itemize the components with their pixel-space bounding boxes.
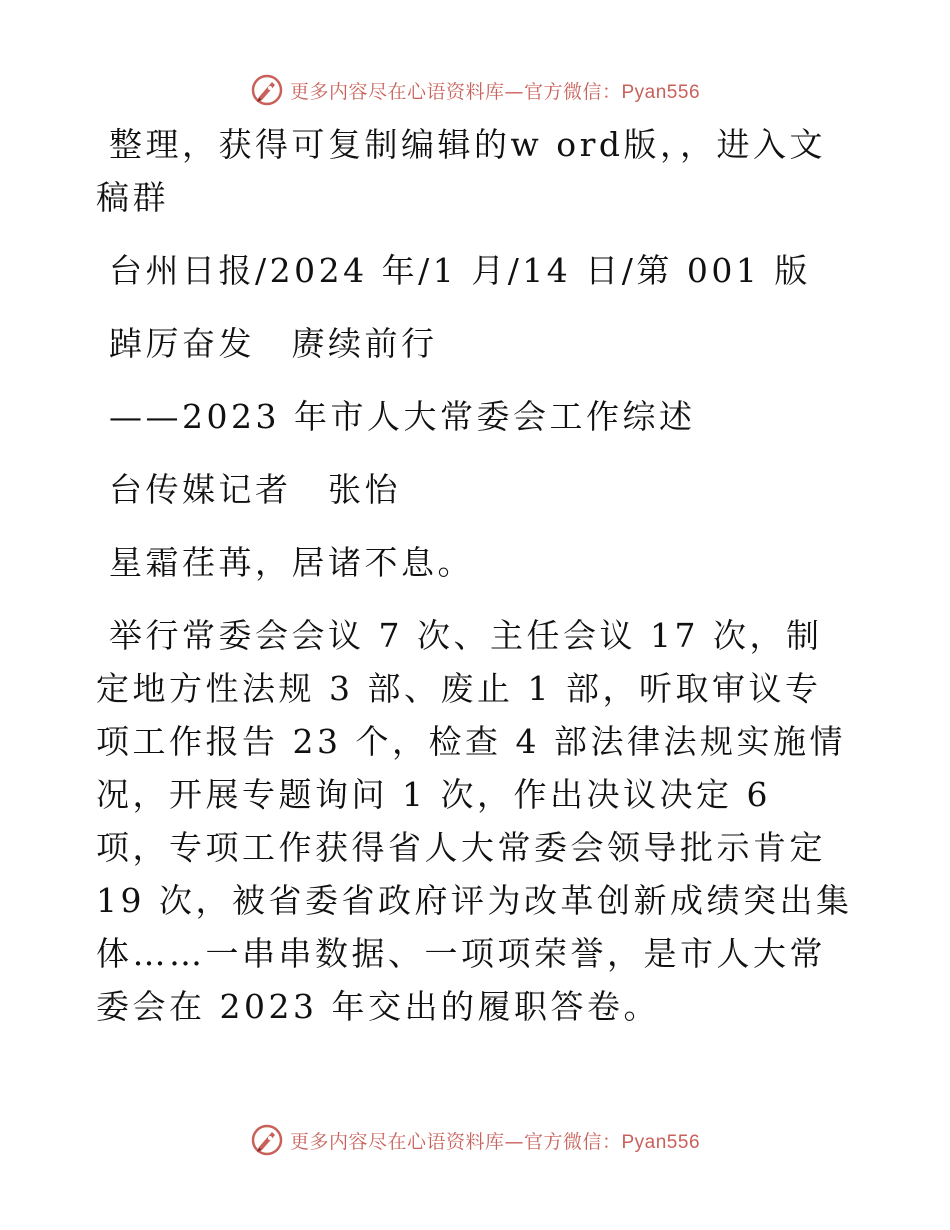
watermark-text: 更多内容尽在心语资料库—官方微信：Pyan556 — [289, 1130, 701, 1153]
article-subtitle: ——2023 年市人大常委会工作综述 — [109, 397, 696, 436]
body-paragraph: 举行常委会会议 7 次、主任会议 17 次，制定地方性法规 3 部、废止 1 部，听取审议专项工作报告 23 个，检查 4 部法律法规实施情况，开展专题询问 1 次，作出决议决定 6 项，专项工作获得省人大常委会领导批示肯定 19 次，被省委省政府评为改革创新成绩突出集体……一串串数据、一项项荣誉，是市人大常委会在 2023 年交出的履职答卷。 — [96, 616, 853, 1026]
byline: 台传媒记者 张怡 — [109, 470, 401, 509]
pen-logo-icon — [250, 73, 284, 107]
header-watermark — [0, 70, 950, 110]
watermark-wechat-id: Pyan556 — [621, 81, 701, 103]
pen-logo-icon — [250, 1123, 284, 1157]
watermark-wechat-id: Pyan556 — [621, 1131, 701, 1153]
source-line: 台州日报/2024 年/1 月/14 日/第 001 版 — [109, 251, 811, 290]
watermark-text: 更多内容尽在心语资料库—官方微信：Pyan556 — [289, 80, 701, 103]
document-body — [96, 118, 856, 1053]
opening-line: 星霜荏苒，居诸不息。 — [109, 543, 474, 582]
intro-note: 整理，获得可复制编辑的w ord版，，进入文稿群 — [96, 125, 827, 217]
footer-watermark — [0, 1120, 950, 1160]
article-title: 踔厉奋发 赓续前行 — [109, 324, 438, 363]
